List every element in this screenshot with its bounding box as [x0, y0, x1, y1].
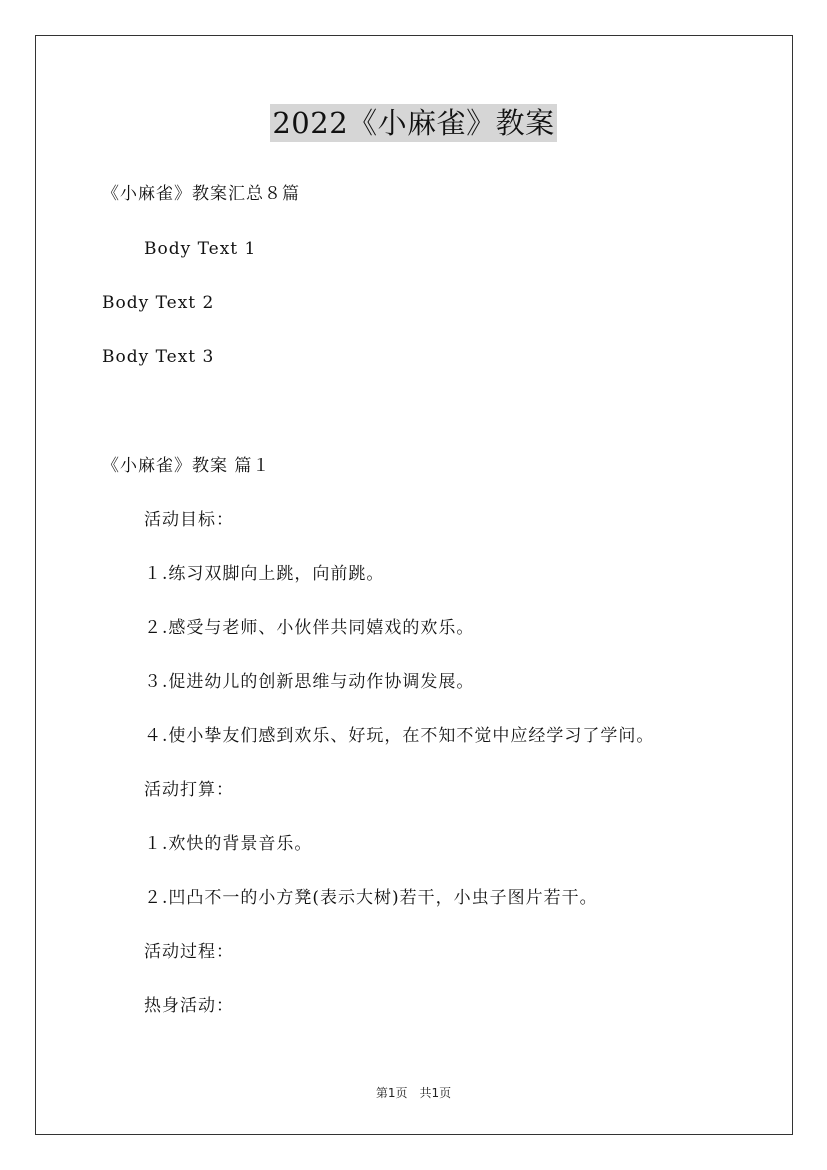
- list-item: ３.促进幼儿的创新思维与动作协调发展。: [144, 672, 475, 692]
- section-heading: 《小麻雀》教案 篇１: [102, 456, 271, 476]
- subsection-heading: 活动过程：: [144, 942, 234, 962]
- list-item: ２.凹凸不一的小方凳(表示大树)若干，小虫子图片若干。: [144, 888, 598, 908]
- list-item: １.欢快的背景音乐。: [144, 834, 313, 854]
- intro-paragraph-line: Body Text 1: [144, 239, 257, 259]
- document-subtitle: 《小麻雀》教案汇总８篇: [102, 184, 300, 204]
- document-title: 2022《小麻雀》教案: [272, 106, 555, 140]
- page-number-footer: 第1页 共1页: [375, 1086, 452, 1100]
- list-item: ２.感受与老师、小伙伴共同嬉戏的欢乐。: [144, 618, 475, 638]
- list-item: ４.使小挚友们感到欢乐、好玩，在不知不觉中应经学习了学问。: [144, 726, 655, 746]
- subsection-heading: 活动目标：: [144, 510, 234, 530]
- subsection-heading: 热身活动：: [144, 996, 234, 1016]
- intro-paragraph-line: Body Text 2: [102, 293, 215, 313]
- intro-paragraph-line: Body Text 3: [102, 347, 215, 367]
- subsection-heading: 活动打算：: [144, 780, 234, 800]
- list-item: １.练习双脚向上跳，向前跳。: [144, 564, 385, 584]
